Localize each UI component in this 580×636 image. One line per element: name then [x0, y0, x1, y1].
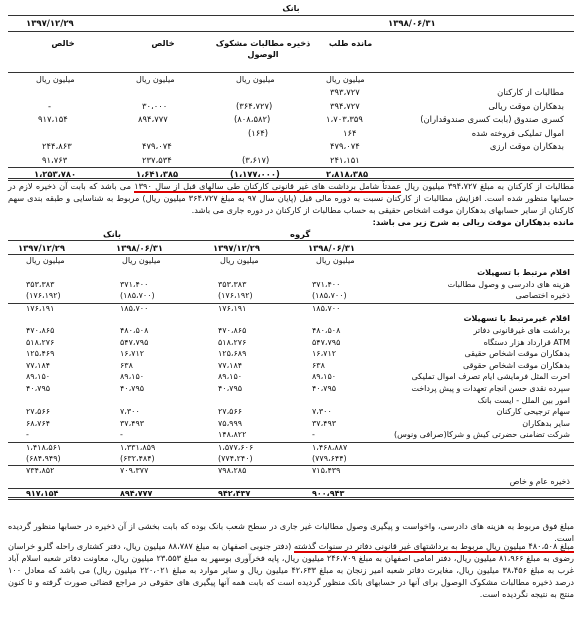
cell: ۴۷۰،۸۶۵ [26, 325, 55, 335]
cell: ۴۷۰،۸۶۵ [218, 325, 247, 335]
cell: ۲۳۷،۵۳۴ [142, 154, 172, 165]
cell: ۳۵۳،۳۸۳ [26, 279, 55, 289]
cell: ۹۰۰،۹۴۳ [312, 489, 345, 499]
cell: ۱۶۴ [343, 127, 357, 138]
cell: (۱۷۶،۱۹۲) [26, 291, 61, 301]
table-row [8, 127, 574, 141]
table-row [8, 303, 574, 315]
table-row [8, 372, 574, 384]
cell: ۳۷،۴۹۳ [312, 418, 337, 428]
cell: ۹۱۷،۱۵۴ [26, 489, 59, 499]
row-label: ذخیره اختصاصی [515, 291, 570, 301]
cell: ۶۳۸ [120, 360, 133, 370]
col-net-current: خالص [151, 38, 175, 48]
cell: ۷۳۴،۸۵۲ [26, 466, 55, 476]
cell: ۲۴۱،۱۵۱ [330, 154, 360, 165]
row-label: بدهکاران موقت اشخاص حقوقی [462, 360, 570, 370]
table-row [8, 154, 574, 168]
cell: ۳۹۴،۷۲۷ [330, 100, 360, 111]
cell: ۱،۵۷۷،۶۰۶ [218, 442, 254, 452]
cell: (۱۸۵،۷۰۰) [312, 291, 347, 301]
row-label: مطالبات از کارکنان [497, 87, 564, 97]
date-group-current: ۱۳۹۸/۰۶/۳۱ [308, 243, 356, 253]
cell: - [48, 100, 52, 111]
row-label: بدهکاران موقت اشخاص حقیقی [464, 349, 570, 359]
unit-c3: میلیون ریال [236, 75, 275, 84]
table-row [8, 488, 574, 500]
table-row [8, 326, 574, 338]
cell: ۱،۴۶۸،۸۸۷ [312, 442, 348, 452]
table-row [8, 407, 574, 419]
row-label: بدهکاران موقت ریالی [488, 100, 564, 111]
table-row [8, 430, 574, 442]
row-label: اقلام مرتبط با تسهیلات [477, 268, 570, 277]
cell: ۱،۷۰۳،۳۵۹ [326, 114, 363, 124]
cell: ۷،۳۰۰ [312, 407, 332, 417]
temporary-debtors-table [8, 227, 574, 500]
table-body [8, 86, 574, 181]
table-row [8, 291, 574, 303]
cell: ۱۴۸،۸۲۲ [218, 430, 247, 440]
row-label: احرت المثل فرمایشی ایام تصرف اموال تملیکی [411, 372, 570, 382]
cell: ۴۰،۷۹۵ [312, 383, 337, 393]
unit: میلیون ریال [316, 256, 355, 265]
cell: ۸۹۴،۷۷۷ [120, 489, 153, 499]
staff-receivables-note [8, 180, 574, 216]
cell: (۷۷۹،۶۴۴) [312, 453, 347, 463]
cell: ۸۹،۱۵۰ [26, 372, 51, 382]
bank-header: بانک [8, 4, 574, 16]
cell: ۸۹۴،۷۷۷ [138, 114, 168, 124]
col-doubtful-reserve: ذخیره مطالبات مشکوک الوصول [215, 38, 311, 59]
cell: ۱۲۵،۶۸۹ [218, 349, 247, 359]
cell: ۷۱۵،۴۳۹ [312, 466, 341, 476]
unit-c2: میلیون ریال [136, 75, 175, 84]
table-row [8, 442, 574, 454]
date-row [8, 241, 574, 255]
table-row [8, 113, 574, 127]
table-row [8, 140, 574, 154]
date-group-prev: ۱۳۹۷/۱۲/۲۹ [213, 243, 261, 253]
unit: میلیون ریال [26, 256, 65, 265]
cell: ۱،۴۱۸،۵۶۱ [26, 442, 62, 452]
date-bank-prev: ۱۳۹۷/۱۲/۲۹ [18, 243, 66, 253]
row-label: بدهکاران موقت ارزی [489, 141, 564, 151]
table-row [8, 349, 574, 361]
date-prev: ۱۳۹۷/۱۲/۲۹ [26, 19, 74, 29]
illegal-withdrawals-note [8, 540, 574, 600]
note-text: مطالبات از کارکنان به مبلغ ۳۹۴،۷۲۷ میلیون ریال [404, 181, 574, 191]
table-row [8, 361, 574, 373]
cell: ۴۸۰،۵۰۸ [312, 325, 341, 335]
cell: ۳۹۳،۷۲۷ [330, 87, 360, 97]
unit-c4: میلیون ریال [326, 75, 365, 84]
cell: ۷۹۸،۲۸۵ [218, 466, 247, 476]
cell: ۱۷۶،۱۹۱ [26, 303, 55, 313]
cell: - [26, 430, 29, 440]
table-row [8, 100, 574, 114]
cell: ۷،۳۰۰ [120, 407, 140, 417]
group-group: گروه [290, 229, 311, 239]
cell: ۷۷،۱۸۴ [218, 360, 243, 370]
cell: ۴۰،۷۹۵ [218, 383, 243, 393]
unit-c1: میلیون ریال [36, 75, 75, 84]
date-current: ۱۳۹۸/۰۶/۳۱ [388, 19, 436, 29]
group-row [8, 227, 574, 241]
cell: ۲۴۴،۸۶۳ [42, 141, 72, 151]
fees-note: مبلغ فوق مربوط به هزینه های دادرسی، واخواست و پیگیری وصول مطالبات غیر جاری در سطح شعب بانک بوده که بابت بخشی از آن ذخیره در حسابها منظور گردیده است. [8, 521, 574, 543]
column-headers [8, 32, 574, 72]
cell: (۱۸۵،۷۰۰) [120, 291, 155, 301]
cell: ۱،۶۴۱،۳۸۵ [136, 169, 179, 179]
cell: - [120, 430, 123, 440]
table-row [8, 396, 574, 408]
cell: ۶۸،۷۶۴ [26, 418, 51, 428]
cell: ۷۷،۱۸۴ [26, 360, 51, 370]
row-label: قرارداد هزار دستگاه ATM [483, 337, 570, 347]
highlighted-text: عمدتاً شامل برداشت های غیر قانونی کارکنان طی سالهای قبل از سال ۱۳۹۰ [134, 181, 402, 191]
cell: ۹۴۲،۴۳۷ [218, 489, 251, 499]
cell: (۱۷۶،۱۹۲) [218, 291, 253, 301]
row-label: اقلام غیرمرتبط با تسهیلات [463, 314, 570, 324]
table-row [8, 280, 574, 292]
row-label: سهام ترجیحی کارکنان [496, 407, 570, 417]
cell: (۱،۱۷۷،۰۰۰) [230, 169, 280, 179]
table-row [8, 384, 574, 396]
table-row [8, 465, 574, 477]
col-balance: مانده طلب [328, 38, 373, 48]
date-row [8, 16, 574, 32]
cell: ۴۸۰،۵۰۸ [120, 325, 149, 335]
cell: ۳۵۳،۳۸۳ [218, 279, 247, 289]
total-row [8, 167, 574, 181]
cell: (۱۶۴) [248, 127, 269, 138]
cell: ۱۸۵،۷۰۰ [120, 303, 149, 313]
row-label: برداشت های غیرقانونی دفاتر [473, 325, 570, 335]
cell: ۲،۸۱۸،۳۸۵ [326, 169, 369, 179]
cell: ۹۱،۷۶۳ [42, 154, 68, 165]
cell: ۵۱۸،۲۷۶ [26, 337, 55, 347]
cell: ۱۶،۷۱۲ [120, 349, 145, 359]
table-row [8, 338, 574, 350]
unit-row [8, 72, 574, 86]
cell: ۵۱۸،۲۷۶ [218, 337, 247, 347]
row-label: امور بین الملل - ایست بانک [477, 395, 570, 405]
col-net-prev: خالص [51, 38, 75, 48]
table-row [8, 86, 574, 100]
cell: ۳۷،۴۹۳ [120, 418, 145, 428]
cell: ۱۶،۷۱۲ [312, 349, 337, 359]
cell: ۷۵،۹۹۹ [218, 418, 243, 428]
cell: ۴۷۹،۰۷۴ [330, 141, 360, 151]
highlighted-text: مبلغ ۴۸۰،۵۰۸ میلیون ریال مربوط به برداشتهای غیر قانونی دفاتر در سنوات گذشته [294, 541, 574, 551]
date-bank-current: ۱۳۹۸/۰۶/۳۱ [116, 243, 164, 253]
cell: (۸۰۸،۵۸۲) [234, 114, 271, 124]
cell: ۷۰۹،۳۷۷ [120, 466, 149, 476]
cell: (۷۷۴،۲۴۰) [218, 453, 253, 463]
cell: ۸۹،۱۵۰ [120, 372, 145, 382]
cell: ۲۷،۵۶۶ [26, 407, 51, 417]
cell: ۳۷۱،۴۰۰ [312, 279, 341, 289]
cell: ۲۷،۵۶۶ [218, 407, 243, 417]
note-text: می باشد که بابت آن ذخیره لازم در حسابها منظور شده است. افزایش مطالبات از کارکنان نسبت به دوره مالی قبل (پایان سال ۹۷ به مبلغ ۳۶۴،۷۲۷ میلیون ریال) مربوط به شناسایی و طبقه بندی سهم کارکنان از سایر حسابهای بدهکاران موقت اشخاص حقیقی به حساب مطالبات از کارکنان در دوره جاری می باشد. [8, 181, 574, 215]
row-label: هزینه های دادرسی و وصول مطالبات [447, 279, 570, 289]
cell: (۶۳۲،۴۸۴) [120, 453, 155, 463]
row-label: اموال تملیکی فروخته شده [471, 127, 564, 138]
table-row [8, 454, 574, 466]
note-text: (دفتر جنوبی اصفهان به مبلغ ۸۸،۷۸۷ میلیون ریال، دفتر کشتاری راحله گلرو خراسان رضوی به مبلغ ۸۱،۹۶۶ میلیون ریال، دفتر امامی اصفهان به مبلغ ۲۴۶،۷۰۹ میلیون ریال، پایه فخرآوری بوسهر به مبلغ ۲۳،۵۵۳ میلیون ریال، معاونت دفاتر شعبه اسلام آباد غرب به مبلغ ۳۸،۴۵۶ میلیون ریال، مغایرت دفاتر شعبه امیر زنجان به مبلغ ۴۲،۶۳۳ میلیون ریال و سایر موارد به مبلغ ۲۲۰،۰۲۱ میلیون ریال) می باشد که معادل ۱۰۰ درصد ذخیره مطالبات مشکوک الوصول برای آنها در حسابهای بانک منظور گردیده است که بابت همه آنها پیگیری های حقوقی در مراجع قضائی صورت گرفته و تا کنون منتج به نتیجه نگردیده است. [8, 541, 574, 599]
row-label: ذخیره عام و خاص [509, 476, 570, 486]
cell: ۱،۲۵۳،۷۸۰ [34, 169, 77, 179]
cell: ۱۷۶،۱۹۱ [218, 303, 247, 313]
row-label: شرکت تضامنی حضرتی کیش و شرکا(صرافی ونوس) [394, 430, 570, 440]
cell: ۹۱۷،۱۵۴ [38, 114, 68, 124]
cell: ۵۴۷،۷۹۵ [312, 337, 341, 347]
cell: ۶۳۸ [312, 360, 325, 370]
unit: میلیون ریال [220, 256, 259, 265]
cell: ۴۷۹،۰۷۴ [142, 141, 172, 151]
cell: ۱۸۵،۷۰۰ [312, 303, 341, 313]
unit-row [8, 255, 574, 268]
cell: ۱۲۵،۴۶۹ [26, 349, 55, 359]
cell: ۸۹،۱۵۰ [218, 372, 243, 382]
row-label: کسری صندوق (بابت کسری صندوقداران) [420, 114, 564, 124]
table-row [8, 419, 574, 431]
cell: (۳۶۴،۷۲۷) [236, 100, 273, 111]
table-row [8, 477, 574, 489]
cell: ۸۹،۱۵۰ [312, 372, 337, 382]
cell: ۵۴۷،۷۹۵ [120, 337, 149, 347]
group-bank: بانک [103, 229, 122, 239]
table-body [8, 268, 574, 500]
cell: ۳۷۱،۴۰۰ [120, 279, 149, 289]
cell: ۱،۳۳۱،۸۵۹ [120, 442, 156, 452]
cell: ۴۰،۷۹۵ [26, 383, 51, 393]
row-label: سپرده نقدی حسن انجام تعهدات و پیش پرداخت [411, 383, 570, 393]
table-row [8, 268, 574, 280]
cell: (۶۸۴،۹۴۹) [26, 453, 61, 463]
cell: (۳،۶۱۷) [242, 154, 270, 165]
unit: میلیون ریال [122, 256, 161, 265]
receivables-table [8, 4, 574, 181]
table-row [8, 314, 574, 326]
row-label: سایر بدهکاران [522, 418, 570, 428]
cell: ۴۰،۷۹۵ [120, 383, 145, 393]
cell: ۳۰،۰۰۰ [142, 100, 168, 111]
section-heading: مانده بدهکاران موقت ریالی به شرح زیر می باشد: [372, 217, 574, 227]
cell: - [312, 430, 315, 440]
